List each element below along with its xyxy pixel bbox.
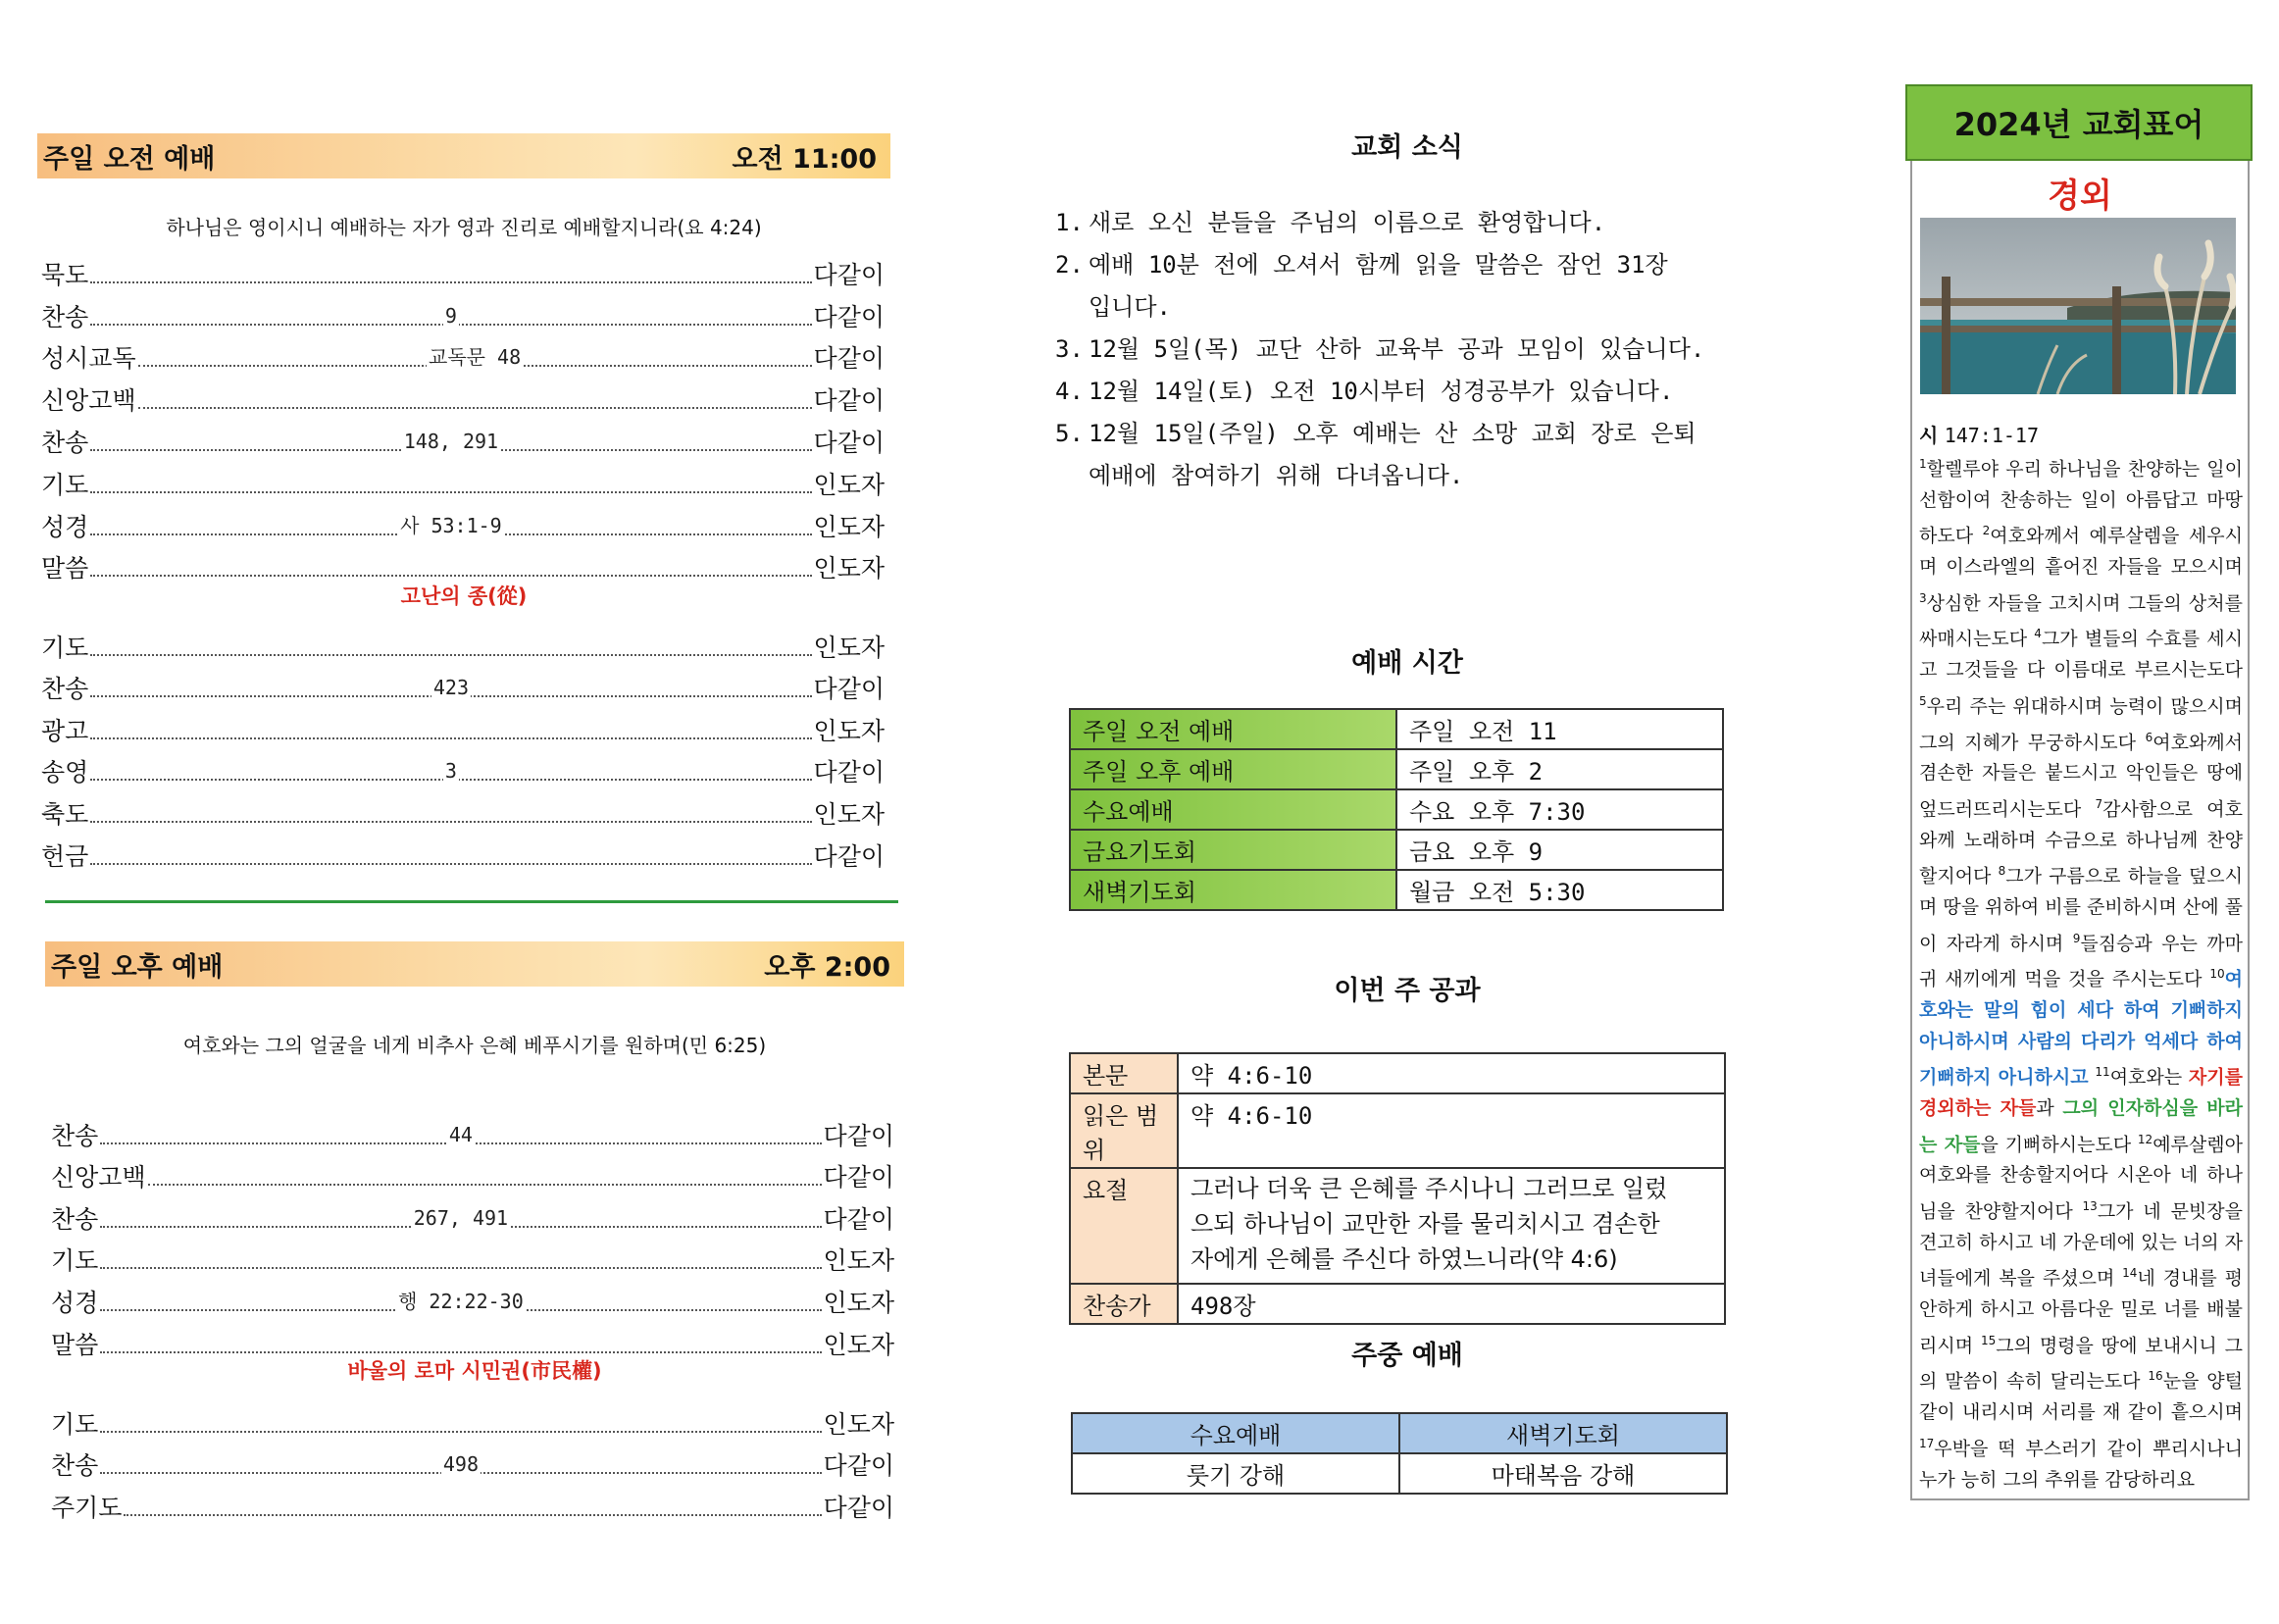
dot-leader [90, 490, 811, 493]
psalm-verse-11-fear: 자기를 경외하는 자들 [1919, 1066, 2243, 1120]
psalm-verse-1: 할렐루야 우리 하나님을 찬양하는 일이 선함이여 찬송하는 일이 아름답고 마땅하도다 [1919, 458, 2243, 547]
news-text: 예배 10분 전에 오셔서 함께 읽을 말씀은 잠언 31장 [1089, 251, 1668, 279]
psalm-reference [1919, 420, 2039, 448]
news-number: 1. [1055, 209, 1084, 236]
order-detail: 267, 491 [413, 1205, 509, 1230]
order-leader: 인도자 [813, 470, 885, 499]
psalm-verse-17: 우박을 떡 부스러기 같이 뿌리시나니 누가 능히 그의 추위를 감당하리요 [1919, 1438, 2243, 1491]
order-leader: 다같이 [813, 260, 885, 289]
order-label: 말씀 [51, 1330, 99, 1359]
order-leader: 다같이 [823, 1451, 894, 1481]
weekday-value-row [1072, 1453, 1727, 1494]
news-number: 3. [1055, 335, 1084, 363]
psalm-verse-11c: 을 기뻐하시는도다 [1980, 1133, 2138, 1155]
order-row [41, 829, 885, 871]
dot-leader [90, 862, 811, 865]
dot-leader [100, 1122, 821, 1146]
lesson-summary-line-1: 그러나 더욱 큰 은혜를 주시나니 그러므로 일렀 [1190, 1175, 1668, 1202]
order-row [41, 331, 885, 374]
news-item [1055, 371, 1742, 413]
morning-order-first [41, 247, 885, 583]
psalm-verse-11b: 과 [2036, 1097, 2063, 1120]
order-leader: 다같이 [813, 386, 885, 416]
order-label: 찬송 [41, 302, 89, 331]
dot-leader [90, 736, 811, 739]
news-item [1055, 455, 1742, 497]
news-number [1055, 455, 1089, 497]
psalm-verse-8: 그가 구름으로 하늘을 덮으시며 땅을 위하여 비를 준비하시며 산에 풀이 자라게 하시며 [1919, 865, 2243, 954]
dot-leader [90, 303, 811, 328]
afternoon-service-title: 주일 오후 예배 [51, 951, 224, 983]
schedule-service: 새벽기도회 [1070, 870, 1396, 910]
news-list [1055, 202, 1742, 497]
order-row [41, 415, 885, 457]
order-row [41, 457, 885, 499]
order-row [51, 1396, 894, 1439]
order-label: 성경 [51, 1288, 99, 1317]
dot-leader [100, 1266, 821, 1269]
news-item [1055, 413, 1742, 455]
psalm-book: 시 [1919, 424, 1939, 447]
order-label: 축도 [41, 799, 89, 829]
lesson-row-range [1070, 1093, 1725, 1168]
dot-leader [124, 1513, 821, 1516]
order-row [41, 289, 885, 331]
dot-leader [100, 1452, 821, 1477]
dot-leader [100, 1430, 821, 1433]
dot-leader [100, 1350, 821, 1353]
motto-word: 경외 [2048, 177, 2112, 216]
order-row [51, 1317, 894, 1359]
order-leader: 인도자 [823, 1409, 894, 1439]
landscape-photo [1920, 218, 2236, 394]
news-number: 2. [1055, 251, 1084, 279]
order-label: 성시교독 [41, 344, 136, 374]
dot-leader [90, 676, 811, 700]
order-detail: 사 53:1-9 [400, 513, 502, 537]
psalm-verse-4: 그가 별들의 수효를 세시고 그것들을 다 이름대로 부르시는도다 [1919, 628, 2243, 682]
dot-leader [90, 759, 811, 784]
lesson-row-text [1070, 1053, 1725, 1093]
order-label: 기도 [51, 1409, 99, 1439]
order-row [41, 620, 885, 662]
schedule-service: 금요기도회 [1070, 830, 1396, 870]
morning-service-time: 오전 11:00 [732, 143, 877, 175]
order-row [41, 499, 885, 541]
news-text: 12월 14일(토) 오전 10시부터 성경공부가 있습니다. [1089, 378, 1674, 405]
order-row [41, 247, 885, 289]
afternoon-service-time: 오후 2:00 [764, 951, 890, 983]
motto-title: 2024년 교회표어 [1905, 84, 2253, 161]
order-label: 찬송 [41, 428, 89, 457]
schedule-row [1070, 830, 1723, 870]
psalm-verse-14: 네 경내를 평안하게 하시고 아름다운 밀로 너를 배불리시며 [1919, 1267, 2243, 1356]
order-label: 찬송 [51, 1121, 99, 1150]
news-text: 12월 15일(주일) 오후 예배는 산 소망 교회 장로 은퇴 [1089, 420, 1697, 447]
order-label: 찬송 [51, 1451, 99, 1481]
order-label: 광고 [41, 716, 89, 745]
schedule-row [1070, 749, 1723, 789]
order-leader: 다같이 [823, 1121, 894, 1150]
weekday-header-wed: 수요예배 [1072, 1413, 1399, 1453]
order-row [51, 1108, 894, 1150]
order-label: 기도 [41, 633, 89, 662]
morning-sermon-title: 고난의 종(從) [400, 584, 528, 608]
weekday-header-dawn: 새벽기도회 [1399, 1413, 1727, 1453]
schedule-title: 예배 시간 [1351, 648, 1463, 679]
schedule-service: 수요예배 [1070, 789, 1396, 830]
news-item [1055, 329, 1742, 371]
order-row [41, 745, 885, 787]
psalm-verse-3: 상심한 자들을 고치시며 그들의 상처를 싸매시는도다 [1919, 591, 2243, 650]
psalm-verse-10: 여호와는 말의 힘이 세다 하여 기뻐하지 아니하시며 사람의 다리가 억세다 하여 기뻐하지 아니하시고 [1919, 968, 2243, 1089]
order-label: 찬송 [51, 1204, 99, 1234]
order-leader: 인도자 [823, 1288, 894, 1317]
weekday-title: 주중 예배 [1351, 1341, 1463, 1371]
order-leader: 다같이 [823, 1204, 894, 1234]
order-row [41, 703, 885, 745]
order-label: 송영 [41, 758, 89, 787]
schedule-time: 주일 오후 2 [1396, 749, 1723, 789]
news-item [1055, 202, 1742, 244]
lesson-summary [1178, 1168, 1725, 1284]
schedule-row [1070, 789, 1723, 830]
schedule-row [1070, 870, 1723, 910]
order-row [41, 373, 885, 415]
order-leader: 다같이 [813, 428, 885, 457]
dot-leader [100, 1289, 821, 1313]
lesson-summary-label: 요절 [1070, 1168, 1178, 1284]
order-row [41, 787, 885, 829]
schedule-table [1069, 708, 1724, 911]
afternoon-order-second [51, 1396, 894, 1522]
order-leader: 인도자 [813, 554, 885, 584]
news-text: 12월 5일(목) 교단 산하 교육부 공과 모임이 있습니다. [1089, 335, 1705, 363]
schedule-time: 금요 오후 9 [1396, 830, 1723, 870]
order-leader: 인도자 [823, 1246, 894, 1276]
order-row [51, 1275, 894, 1317]
lesson-row-hymn [1070, 1284, 1725, 1324]
psalm-verse-2: 여호와께서 예루살렘을 세우시며 이스라엘의 흩어진 자들을 모으시며 [1919, 525, 2243, 579]
news-text: 예배에 참여하기 위해 다녀옵니다. [1089, 462, 1464, 489]
dot-leader [148, 1183, 822, 1186]
news-text: 새로 오신 분들을 주님의 이름으로 환영합니다. [1089, 209, 1606, 236]
schedule-time: 주일 오전 11 [1396, 709, 1723, 749]
lesson-text-value: 약 4:6-10 [1178, 1053, 1725, 1093]
lesson-hymn-value: 498장 [1178, 1284, 1725, 1324]
news-title: 교회 소식 [1351, 132, 1463, 163]
dot-leader [138, 406, 812, 409]
order-detail: 423 [432, 676, 469, 700]
lesson-range-label: 읽은 범위 [1070, 1093, 1178, 1168]
morning-verse: 하나님은 영이시니 예배하는 자가 영과 진리로 예배할지니라(요 4:24) [166, 216, 762, 239]
order-leader: 다같이 [813, 302, 885, 331]
dot-leader [100, 1205, 821, 1230]
schedule-time: 월금 오전 5:30 [1396, 870, 1723, 910]
news-number [1055, 286, 1089, 329]
dot-leader [90, 513, 811, 537]
morning-order-second [41, 620, 885, 871]
order-label: 헌금 [41, 841, 89, 871]
psalm-verse-6: 여호와께서 겸손한 자들은 붙드시고 악인들은 땅에 엎드러뜨리시는도다 [1919, 731, 2243, 821]
order-row [51, 1480, 894, 1522]
psalm-verse-11a: 여호와는 [2109, 1066, 2189, 1089]
order-label: 묵도 [41, 260, 89, 289]
afternoon-sermon-title: 바울의 로마 시민권(市民權) [347, 1359, 602, 1383]
order-leader: 인도자 [813, 512, 885, 541]
lesson-row-summary [1070, 1168, 1725, 1284]
order-leader: 다같이 [823, 1163, 894, 1193]
schedule-row [1070, 709, 1723, 749]
psalm-verse-7: 감사함으로 여호와께 노래하며 수금으로 하나님께 찬양할지어다 [1919, 798, 2243, 888]
order-label: 성경 [41, 512, 89, 541]
order-label: 찬송 [41, 675, 89, 704]
news-number: 5. [1055, 420, 1084, 447]
psalm-verse-15: 그의 명령을 땅에 보내시니 그의 말씀이 속히 달리는도다 [1919, 1334, 2243, 1393]
lesson-text-label: 본문 [1070, 1053, 1178, 1093]
order-label: 기도 [41, 470, 89, 499]
weekday-table [1071, 1412, 1728, 1495]
weekday-value-wed: 룻기 강해 [1072, 1453, 1399, 1494]
lesson-summary-line-2: 으되 하나님이 교만한 자를 물리치시고 겸손한 [1190, 1210, 1660, 1238]
lesson-range-value: 약 4:6-10 [1178, 1093, 1725, 1168]
dot-leader [138, 345, 812, 370]
schedule-service: 주일 오후 예배 [1070, 749, 1396, 789]
order-leader: 인도자 [823, 1330, 894, 1359]
psalm-verse-12: 예루살렘아 여호와를 찬송할지어다 시온아 네 하나님을 찬양할지어다 [1919, 1133, 2243, 1223]
dot-leader [90, 429, 811, 453]
psalm-verse-9: 들짐승과 우는 까마귀 새끼에게 먹을 것을 주시는도다 [1919, 932, 2243, 990]
order-row [51, 1234, 894, 1276]
order-label: 신앙고백 [51, 1163, 146, 1193]
morning-service-header [37, 133, 890, 178]
order-leader: 인도자 [813, 716, 885, 745]
order-row [51, 1439, 894, 1481]
psalm-text: $^1$할렐루야 우리 하나님을 찬양하는 일이 선함이여 찬송하는 일이 아름답고 마땅하도다 $^2$여호와께서 예루살렘을 세우시며 이스라엘의 흩어진 자들을 모으시며 $^3$상심한 자들을 고치시며 그들의 상처를 싸매시는도다 $^4$그가 별들의 수효를 세시고 그것들을 다 이름대로 부르시는도다 $^5$우리 주는 위대하시며 능력이 많으시며 그의 지혜가 무궁하시도다 $^6$여호와께서 겸손한 자들은 붙드시고 악인들은 땅에 엎드러뜨리시는도다 $^7$감사함으로 여호와께 노래하며 수금으로 하나님께 찬양할지어다 $^8$그가 구름으로 하늘을 덮으시며 땅을 위하여 비를 준비하시며 산에 풀이 자라게 하시며 $^9$들짐승과 우는 까마귀 새끼에게 먹을 것을 주시는도다 $^{10}$여호와는 말의 힘이 세다 하여 기뻐하지 아니하시며 사람의 다리가 억세다 하여 기뻐하지 아니하시고 $^{11}$여호와는 자기를 경외하는 자들과 그의 인자하심을 바라는 자들을 기뻐하시는도다 $^{12}$예루살렘아 여호와를 찬송할지어다 시온아 네 하나님을 찬양할지어다 $^{13}$그가 네 문빗장을 견고히 하시고 네 가운데에 있는 너의 자녀들에게 복을 주셨으며 $^{14}$네 경내를 평안하게 하시고 아름다운 밀로 너를 배불리시며 $^{15}$그의 명령을 땅에 보내시니 그의 말씀이 속히 달리는도다 $^{16}$눈을 양털 같이 내리시며 서리를 재 같이 흩으시며 $^{17}$우박을 떡 부스러기 같이 뿌리시나니 누가 능히 그의 추위를 감당하리요 [1919, 457, 2243, 1491]
afternoon-service-header [45, 941, 904, 987]
schedule-service: 주일 오전 예배 [1070, 709, 1396, 749]
order-leader: 다같이 [813, 344, 885, 374]
section-divider [45, 900, 898, 903]
psalm-verse-16: 눈을 양털 같이 내리시며 서리를 재 같이 흩으시며 [1919, 1370, 2243, 1424]
order-detail: 교독문 48 [429, 345, 522, 370]
order-leader: 다같이 [813, 675, 885, 704]
news-item [1055, 244, 1742, 286]
order-leader: 다같이 [813, 758, 885, 787]
lesson-title: 이번 주 공과 [1334, 976, 1481, 1006]
lesson-table [1069, 1052, 1726, 1325]
dot-leader [90, 280, 811, 283]
order-leader: 다같이 [823, 1493, 894, 1522]
order-detail: 44 [448, 1122, 473, 1146]
order-row [41, 541, 885, 584]
order-row [51, 1150, 894, 1193]
news-text: 입니다. [1089, 293, 1172, 321]
afternoon-order-first [51, 1108, 894, 1359]
order-label: 기도 [51, 1246, 99, 1276]
order-leader: 인도자 [813, 799, 885, 829]
weekday-value-dawn: 마태복음 강해 [1399, 1453, 1727, 1494]
order-detail: 498 [442, 1452, 479, 1477]
dot-leader [90, 820, 811, 823]
order-detail: 3 [444, 759, 457, 784]
news-number: 4. [1055, 378, 1084, 405]
order-row [51, 1192, 894, 1234]
dot-leader [90, 574, 811, 577]
order-row [41, 662, 885, 704]
order-detail: 행 22:22-30 [398, 1289, 524, 1313]
psalm-verse-5: 우리 주는 위대하시며 능력이 많으시며 그의 지혜가 무궁하시도다 [1919, 695, 2243, 753]
lesson-hymn-label: 찬송가 [1070, 1284, 1178, 1324]
weekday-header-row [1072, 1413, 1727, 1453]
dot-leader [90, 653, 811, 656]
schedule-time: 수요 오후 7:30 [1396, 789, 1723, 830]
afternoon-verse: 여호와는 그의 얼굴을 네게 비추사 은혜 베푸시기를 원하며(민 6:25) [182, 1034, 767, 1057]
order-leader: 인도자 [813, 633, 885, 662]
psalm-verse-11-hope: 그의 인자하심을 바라는 자들 [1919, 1097, 2243, 1155]
psalm-range: 147:1-17 [1944, 424, 2040, 447]
psalm-verse-13: 그가 네 문빗장을 견고히 하시고 네 가운데에 있는 너의 자녀들에게 복을 주셨으며 [1919, 1200, 2243, 1290]
order-label: 신앙고백 [41, 386, 136, 416]
morning-service-title: 주일 오전 예배 [43, 143, 216, 175]
news-item [1055, 286, 1742, 329]
order-label: 주기도 [51, 1493, 123, 1522]
order-label: 말씀 [41, 554, 89, 584]
landscape-illustration [1920, 218, 2236, 394]
order-detail: 9 [444, 303, 457, 328]
order-detail: 148, 291 [403, 429, 499, 453]
lesson-summary-line-3: 자에게 은혜를 주신다 하였느니라(약 4:6) [1190, 1245, 1618, 1273]
order-leader: 다같이 [813, 841, 885, 871]
